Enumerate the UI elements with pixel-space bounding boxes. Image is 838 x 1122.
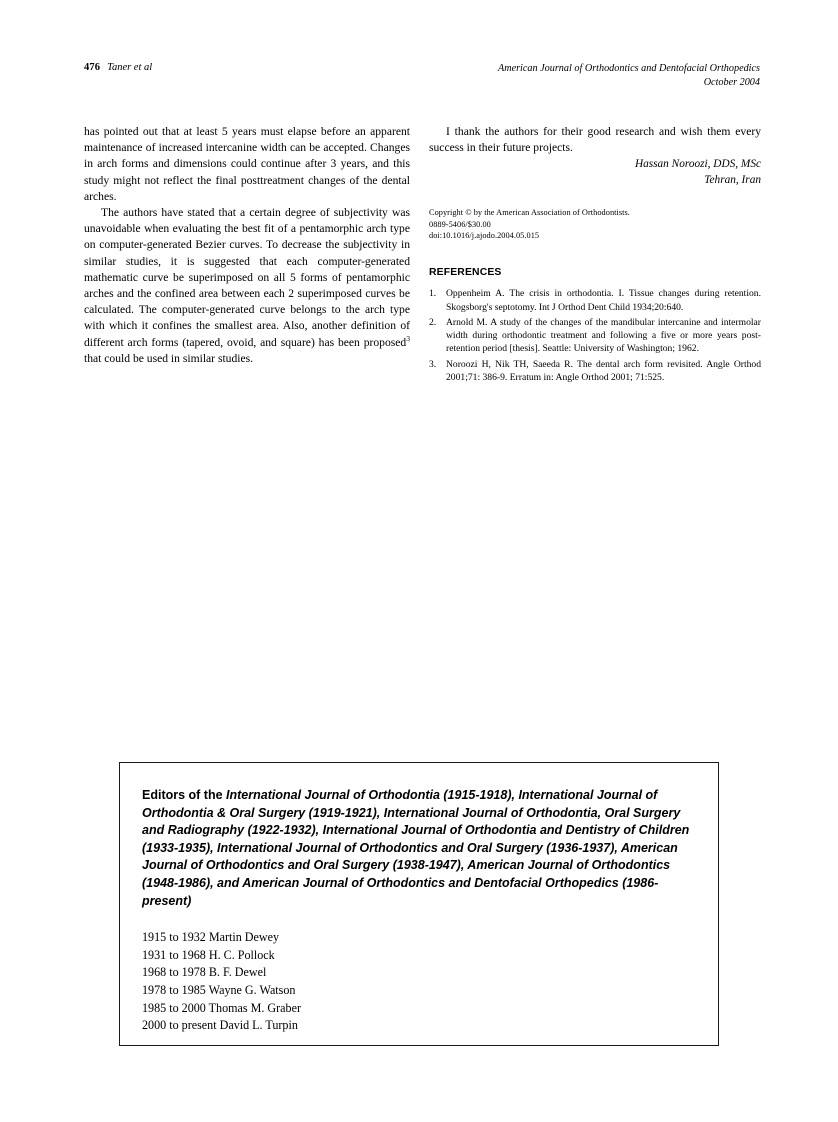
reference-item: Noroozi H, Nik TH, Saeeda R. The dental arch form revisited. Angle Orthod 2001;71: 386-9. Erratum in: Angle Orthod 2001; 71:525. — [446, 358, 761, 383]
paragraph-subjectivity — [84, 205, 410, 367]
reference-item: Oppenheim A. The crisis in orthodontia. I. Tissue changes during retention. Skogsborg's septotomy. Int J Orthod Dent Child 1934;20:640. — [446, 288, 761, 313]
running-head-left — [84, 62, 152, 73]
body-column-right — [429, 124, 761, 387]
reference-item: Arnold M. A study of the changes of the mandibular intercanine and intermolar width during orthodontic treatment and following a five or more years post-retention period [thesis]. Seattle: University of Washington; 1962. — [446, 317, 761, 355]
references-heading: REFERENCES — [429, 267, 502, 279]
paragraph-subjectivity-part-b: that could be used in similar studies. — [84, 351, 254, 365]
references-list — [429, 287, 761, 384]
running-head — [84, 62, 760, 96]
editors-title-journal-names: International Journal of Orthodontia (1915-1918), International Journal of Orthodontia & Oral Surgery (1919-1921), International Journal of Orthodontia, Oral Surgery and Radiography (1922-1932), International Journal of Orthodontia and Dentistry of Children (1933-1935), International Journal of Orthodontics and Oral Surgery (1936-1937), American Journal of Orthodontics and Oral Surgery (1938-1947), American Journal of Orthodontics (1948-1986), and American Journal of Orthodontics and Dentofacial Orthopedics (1986-present) — [142, 788, 690, 908]
running-head-authors: Taner et al — [107, 62, 153, 73]
paragraph-subjectivity-part-a: The authors have stated that a certain degree of subjectivity was unavoidable when evaluating the best fit of a pentamorphic arch type on computer-generated Bezier curves. To decrease the subjectivity in similar studies, it is suggested that each computer-generated mathematic curve be superimposed on all 5 forms of pentamorphic arches and the confined area between each 2 superimposed curves be calculated. The computer-generated curve belongs to the arch type with which it confines the smallest area. Also, another definition of different arch forms (tapered, ovoid, and square) has been proposed — [84, 206, 410, 349]
list-item: 1968 to 1978 B. F. Dewel — [142, 965, 267, 980]
running-head-issue-date: October 2004 — [703, 76, 760, 88]
editors-term-list — [142, 929, 692, 1035]
list-item: 1978 to 1985 Wayne G. Watson — [142, 982, 296, 997]
list-item: 1931 to 1968 H. C. Pollock — [142, 947, 275, 962]
signature-author-name: Hassan Noroozi, DDS, MSc — [634, 158, 761, 171]
list-item: 1985 to 2000 Thomas M. Graber — [142, 1000, 301, 1015]
list-item: 1915 to 1932 Martin Dewey — [142, 930, 280, 945]
editors-box-content — [120, 763, 718, 1035]
citation-superscript-3: 3 — [406, 333, 410, 343]
doi-line: doi:10.1016/j.ajodo.2004.05.015 — [429, 231, 540, 241]
copyright-block — [429, 207, 761, 241]
page-folio-number: 476 — [84, 62, 101, 73]
body-column-left — [84, 124, 410, 367]
list-item: 2000 to present David L. Turpin — [142, 1018, 298, 1033]
running-head-right — [498, 62, 760, 89]
running-head-journal-title: American Journal of Orthodontics and Dentofacial Orthopedics — [497, 63, 760, 74]
editors-box-title — [142, 787, 692, 910]
signature-block — [429, 157, 761, 188]
editors-title-lead: Editors of the — [142, 788, 227, 802]
copyright-line: Copyright © by the American Association of Orthodontists. — [429, 208, 630, 218]
paragraph-continued: has pointed out that at least 5 years must elapse before an apparent maintenance of increased intercanine width can be accepted. Changes in arch forms and dimensions could continue after 3 years, and this study might not reflect the final posttreatment changes of the dental arches. — [84, 125, 410, 203]
signature-author-location: Tehran, Iran — [704, 173, 761, 186]
editors-history-box — [119, 762, 719, 1046]
issn-price-line: 0889-5406/$30.00 — [429, 219, 491, 229]
closing-paragraph: I thank the authors for their good research and wish them every success in their future projects. — [429, 125, 761, 155]
